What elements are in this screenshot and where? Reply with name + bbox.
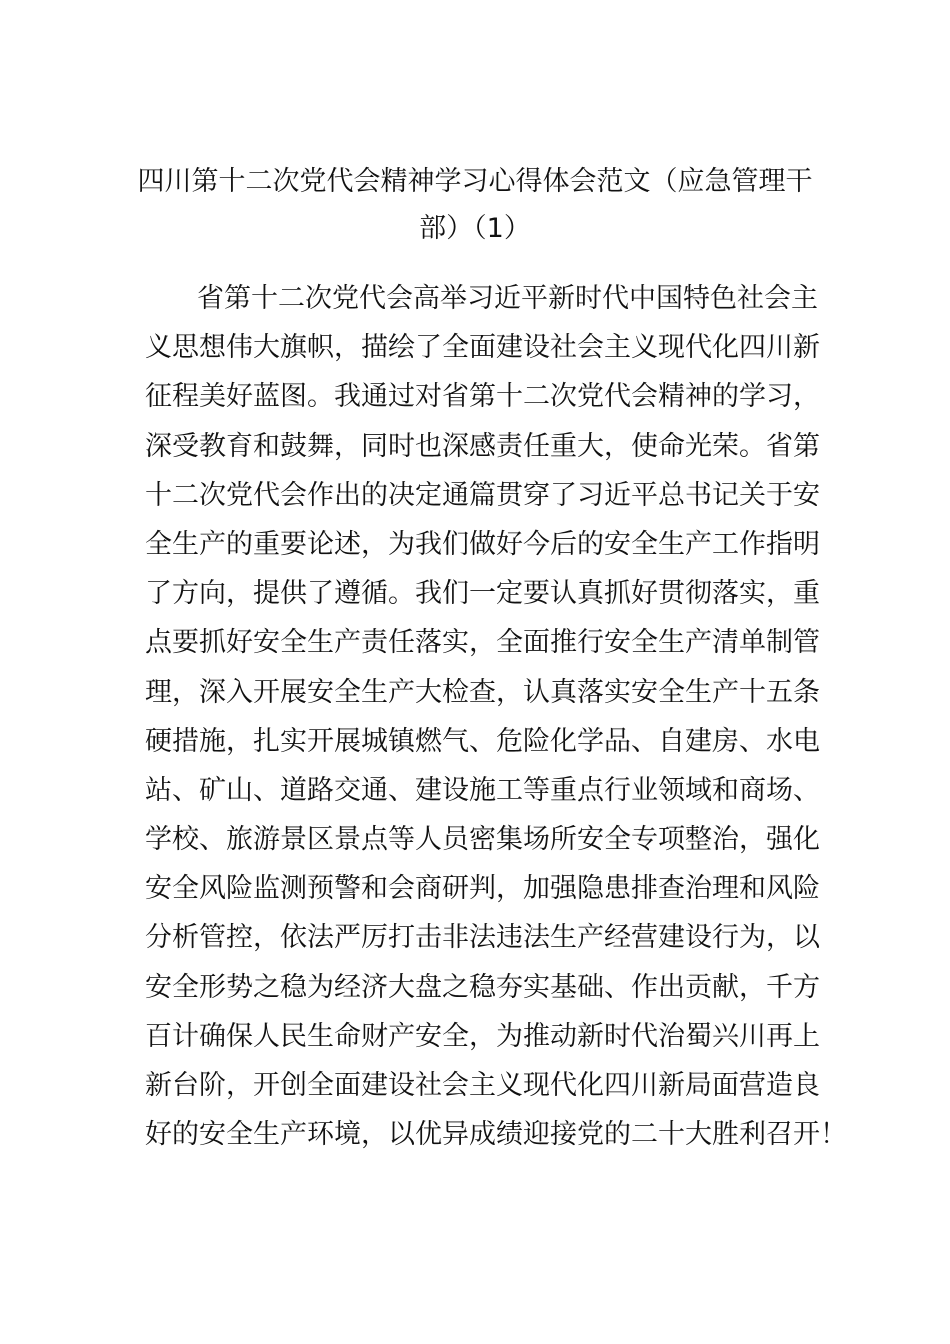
paragraph-line: 理，深入开展安全生产大检查，认真落实安全生产十五条 [145, 676, 820, 708]
paragraph-line: 点要抓好安全生产责任落实，全面推行安全生产清单制管 [145, 627, 820, 659]
paragraph-line: 安全形势之稳为经济大盘之稳夯实基础、作出贡献，千方 [145, 971, 820, 1003]
paragraph-line: 了方向，提供了遵循。我们一定要认真抓好贯彻落实，重 [145, 578, 820, 610]
paragraph-line: 分析管控，依法严厉打击非法违法生产经营建设行为，以 [145, 922, 820, 954]
paragraph-line: 省第十二次党代会高举习近平新时代中国特色社会主 [197, 283, 818, 314]
paragraph-line: 征程美好蓝图。我通过对省第十二次党代会精神的学习， [145, 381, 820, 413]
paragraph-line: 硬措施，扎实开展城镇燃气、危险化学品、自建房、水电 [145, 725, 820, 757]
paragraph-line: 安全风险监测预警和会商研判，加强隐患排查治理和风险 [145, 873, 820, 905]
paragraph-line: 百计确保人民生命财产安全，为推动新时代治蜀兴川再上 [145, 1020, 820, 1052]
paragraph-line: 十二次党代会作出的决定通篇贯穿了习近平总书记关于安 [145, 479, 820, 511]
document-body-paragraph [145, 274, 847, 1159]
paragraph-line: 深受教育和鼓舞，同时也深感责任重大，使命光荣。省第 [145, 430, 820, 462]
document-title [120, 158, 830, 252]
title-line: 部）（1） [419, 213, 531, 244]
paragraph-line: 好的安全生产环境，以优异成绩迎接党的二十大胜利召开！ [145, 1119, 847, 1151]
paragraph-line: 全生产的重要论述，为我们做好今后的安全生产工作指明 [145, 528, 820, 560]
paragraph-line: 义思想伟大旗帜，描绘了全面建设社会主义现代化四川新 [145, 332, 820, 364]
paragraph-line: 学校、旅游景区景点等人员密集场所安全专项整治，强化 [145, 824, 820, 856]
title-line: 四川第十二次党代会精神学习心得体会范文（应急管理干 [137, 166, 813, 197]
paragraph-line: 新台阶，开创全面建设社会主义现代化四川新局面营造良 [145, 1070, 820, 1101]
paragraph-line: 站、矿山、道路交通、建设施工等重点行业领域和商场、 [145, 774, 820, 806]
